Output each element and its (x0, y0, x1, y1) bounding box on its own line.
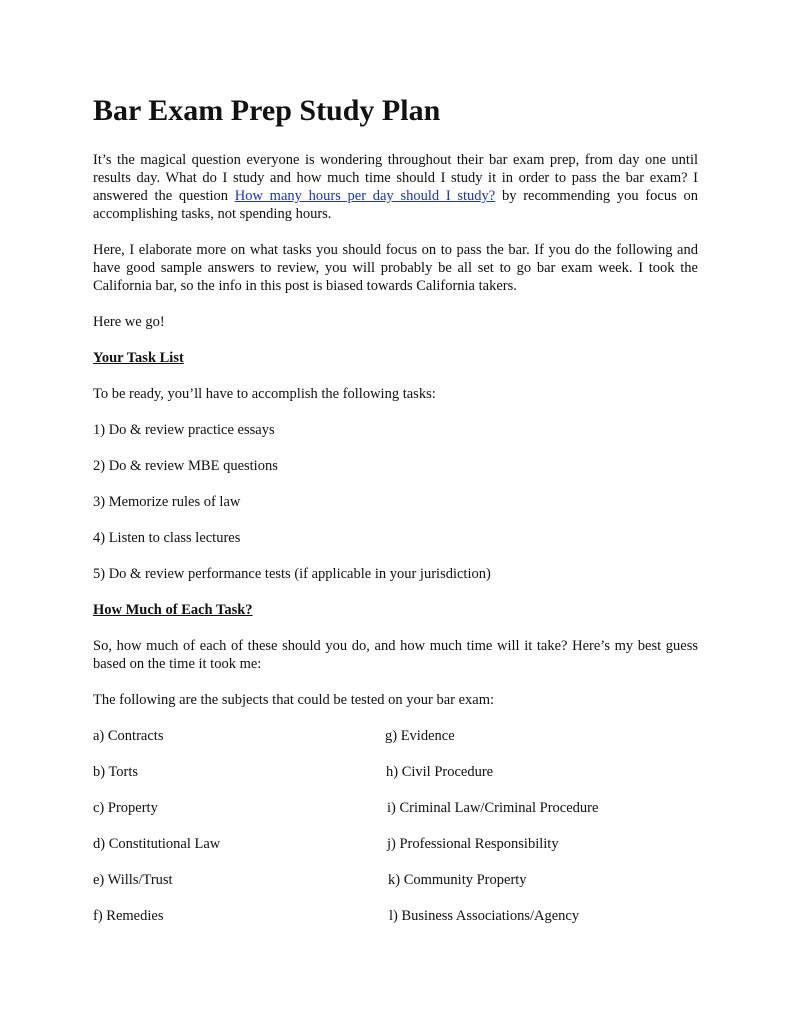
task-item: 3) Memorize rules of law (93, 494, 241, 510)
subject-row (93, 907, 698, 943)
intro-text-before-link: It’s the magical question everyone is wondering throughout their bar exam prep, from day one until results day. What do I study and how much time should I study it in order to pass the bar exam? I answered the question (93, 152, 698, 204)
here-we-go-paragraph: Here we go! (93, 314, 165, 330)
task-list-intro: To be ready, you’ll have to accomplish the following tasks: (93, 386, 436, 402)
subject-row (93, 727, 698, 763)
subject-item-left: a) Contracts (93, 728, 164, 744)
how-much-intro: So, how much of each of these should you do, and how much time will it take? Here’s my best guess based on the time it took me: (93, 638, 698, 672)
subject-item-right: l) Business Associations/Agency (389, 908, 580, 924)
subject-item-left: b) Torts (93, 764, 139, 780)
subjects-intro: The following are the subjects that could be tested on your bar exam: (93, 692, 495, 708)
subject-item-left: d) Constitutional Law (93, 836, 221, 852)
subject-item-left: c) Property (93, 800, 158, 816)
page-title: Bar Exam Prep Study Plan (93, 94, 441, 127)
task-item: 4) Listen to class lectures (93, 530, 241, 546)
intro-text-after-link: by recommending you focus on accomplishing tasks, not spending hours. (93, 188, 698, 222)
how-much-heading: How Much of Each Task? (93, 602, 253, 618)
subject-item-right: i) Criminal Law/Criminal Procedure (387, 800, 599, 816)
hours-per-day-link[interactable]: How many hours per day should I study? (234, 188, 496, 204)
subject-item-right: g) Evidence (385, 728, 455, 744)
intro-paragraph (93, 151, 698, 223)
subject-item-left: f) Remedies (93, 908, 164, 924)
subject-item-right: k) Community Property (388, 872, 527, 888)
task-item: 5) Do & review performance tests (if applicable in your jurisdiction) (93, 566, 491, 582)
task-list-heading: Your Task List (93, 350, 184, 366)
elaboration-paragraph: Here, I elaborate more on what tasks you should focus on to pass the bar. If you do the following and have good sample answers to review, you will probably be all set to go bar exam week. I took the California bar, so the info in this post is biased towards California takers. (93, 242, 698, 294)
task-list (93, 421, 698, 601)
subjects-list (93, 727, 698, 943)
task-item: 1) Do & review practice essays (93, 422, 275, 438)
subject-row (93, 799, 698, 835)
task-item: 2) Do & review MBE questions (93, 458, 278, 474)
subject-row (93, 871, 698, 907)
subject-row (93, 835, 698, 871)
subject-item-left: e) Wills/Trust (93, 872, 173, 888)
subject-item-right: h) Civil Procedure (386, 764, 494, 780)
subject-item-right: j) Professional Responsibility (387, 836, 559, 852)
subject-row (93, 763, 698, 799)
document-page (93, 91, 698, 943)
